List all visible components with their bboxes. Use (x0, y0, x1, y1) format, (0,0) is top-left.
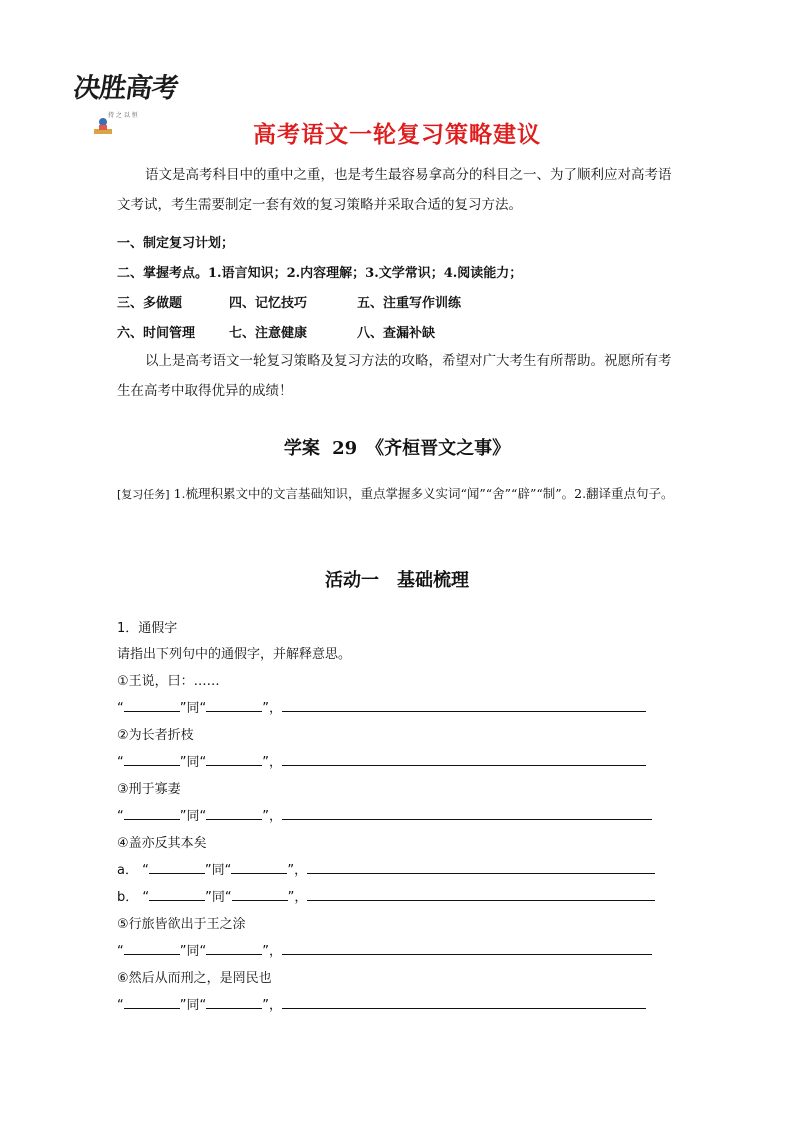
answer-row-5: “ ”同“ ”， (117, 940, 652, 959)
blank-equiv[interactable] (206, 807, 262, 820)
step-4: 四、记忆技巧 (229, 296, 308, 311)
item-sentence-5: ⑤行旅皆欲出于王之涂 (117, 917, 246, 932)
answer-row-1: “ ”同“ ”， (117, 697, 646, 716)
task-label: [复习任务] (117, 488, 170, 501)
task-text: 1.梳理积累文中的文言基础知识，重点掌握多义实词“闻”“舍”“辟”“制”。2.翻译重点句子。 (169, 486, 674, 501)
answer-row-2: “ ”同“ ”， (117, 751, 646, 770)
blank-char[interactable] (149, 861, 205, 874)
page-title: 高考语文一轮复习策略建议 (253, 122, 541, 148)
step-8: 八、查漏补缺 (357, 326, 436, 341)
step-1: 一、制定复习计划； (117, 236, 235, 251)
item-sentence-1: ①王说，曰：…… (117, 674, 220, 689)
item-sentence-2: ②为长者折枝 (117, 728, 194, 743)
step-5: 五、注重写作训练 (357, 296, 462, 311)
answer-row-4a: a． “ ”同“ ”， (117, 859, 655, 878)
blank-meaning[interactable] (282, 753, 646, 766)
item-sentence-6: ⑥然后从而刑之，是罔民也 (117, 971, 272, 986)
blank-char[interactable] (124, 753, 180, 766)
item-sentence-3: ③刑于寡妻 (117, 782, 181, 797)
blank-char[interactable] (124, 996, 180, 1009)
logo-text: 决胜高考 (71, 73, 180, 104)
blank-equiv[interactable] (206, 942, 262, 955)
activity-title: 活动一 基础梳理 (325, 570, 469, 591)
section-heading: 1．通假字 (117, 621, 178, 636)
blank-equiv[interactable] (206, 996, 262, 1009)
blank-equiv[interactable] (206, 699, 262, 712)
intro-paragraph: 语文是高考科目中的重中之重，也是考生最容易拿高分的科目之一、为了顺利应对高考语文考试，考生需要制定一套有效的复习策略并采取合适的复习方法。 (117, 167, 672, 213)
answer-row-6: “ ”同“ ”， (117, 994, 646, 1013)
blank-meaning[interactable] (282, 942, 652, 955)
answer-row-4b: b． “ ”同“ ”， (117, 886, 655, 905)
lesson-title: 学案 29 《齐桓晋文之事》 (283, 438, 511, 459)
blank-equiv[interactable] (232, 888, 288, 901)
step-2: 二、掌握考点。1.语言知识；2.内容理解；3.文学常识；4.阅读能力； (117, 266, 523, 281)
blank-meaning[interactable] (307, 861, 655, 874)
section-instruction: 请指出下列句中的通假字，并解释意思。 (117, 647, 352, 662)
blank-meaning[interactable] (282, 699, 646, 712)
step-7: 七、注意健康 (229, 326, 308, 341)
blank-meaning[interactable] (307, 888, 655, 901)
blank-equiv[interactable] (206, 753, 262, 766)
review-task (117, 480, 687, 509)
answer-row-3: “ ”同“ ”， (117, 805, 652, 824)
blank-char[interactable] (124, 942, 180, 955)
step-3: 三、多做题 (117, 296, 183, 311)
step-6: 六、时间管理 (117, 326, 196, 341)
blank-equiv[interactable] (231, 861, 287, 874)
blank-char[interactable] (124, 699, 180, 712)
logo-subtext: 持 之 以 恒 (108, 112, 138, 119)
blank-char[interactable] (149, 888, 205, 901)
item-sentence-4: ④盖亦反其本矣 (117, 836, 207, 851)
closing-paragraph: 以上是高考语文一轮复习策略及复习方法的攻略，希望对广大考生有所帮助。祝愿所有考生在高考中取得优异的成绩！ (117, 353, 672, 399)
blank-meaning[interactable] (282, 807, 652, 820)
blank-meaning[interactable] (282, 996, 646, 1009)
blank-char[interactable] (124, 807, 180, 820)
